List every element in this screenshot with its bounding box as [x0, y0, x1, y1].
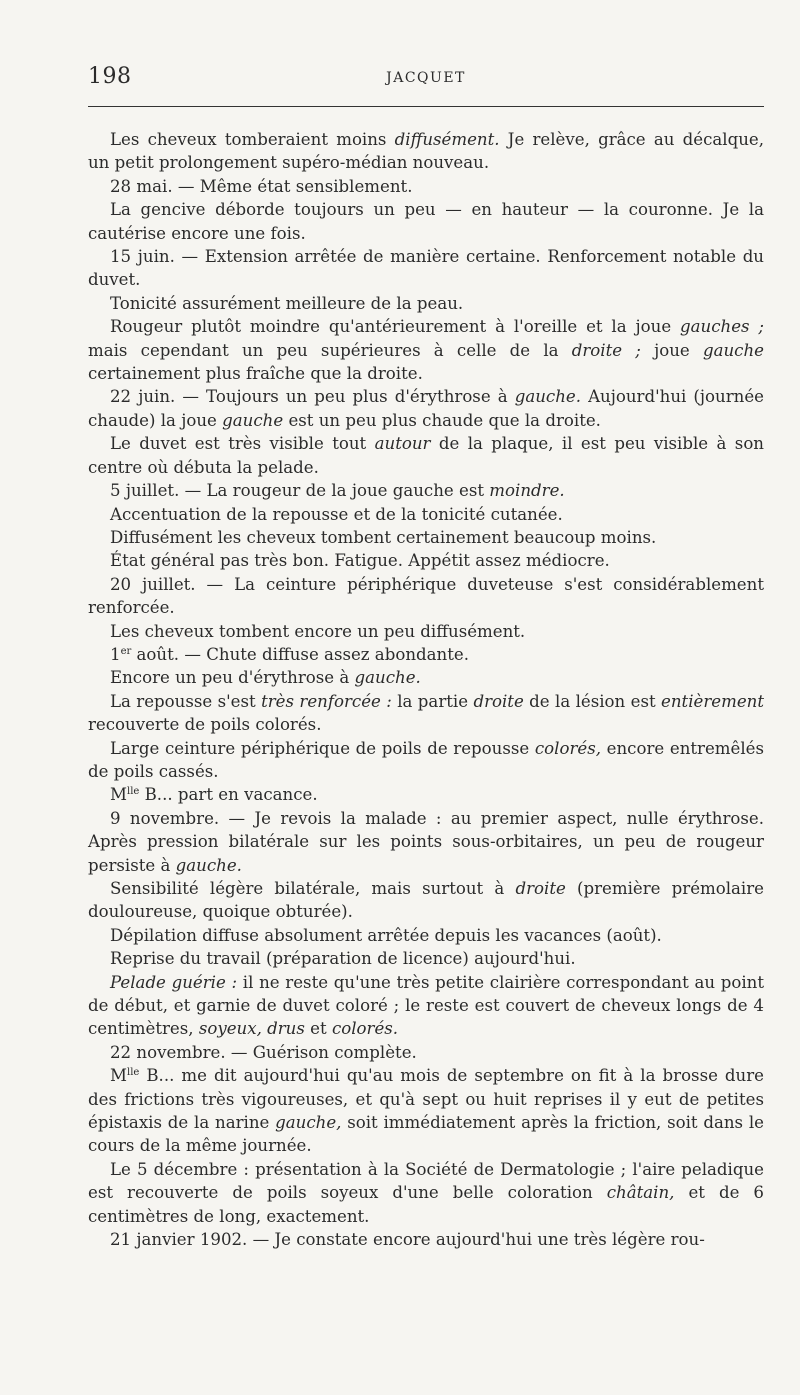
text-run: B... part en vacance.	[139, 785, 318, 805]
paragraph	[88, 198, 764, 245]
text-run: 22 juin. — Toujours un peu plus d'érythrose à	[110, 387, 515, 407]
paragraph	[88, 549, 764, 572]
text-run: Sensibilité légère bilatérale, mais surtout à	[110, 879, 516, 898]
paragraph	[88, 971, 764, 1041]
paragraph	[88, 947, 764, 970]
italic-text: gauche	[222, 410, 284, 430]
text-run: 21 janvier 1902. — Je constate encore aujourd'hui une très légère rou-	[110, 1230, 705, 1250]
paragraph	[88, 385, 764, 432]
paragraph	[88, 479, 764, 502]
paragraph	[88, 245, 764, 292]
text-run: Rougeur plutôt moindre qu'antérieurement à l'oreille et la joue	[110, 317, 681, 337]
text-run: et	[304, 1019, 332, 1039]
text-run: encore entremêlés de poils cassés.	[88, 738, 764, 781]
text-run: août. — Chute diffuse assez abondante.	[131, 644, 469, 664]
text-run: 20 juillet. — La ceinture périphérique duveteuse s'est considérablement renforcée.	[88, 574, 764, 618]
paragraph	[88, 432, 764, 479]
paragraph	[88, 526, 764, 549]
paragraph	[88, 128, 764, 175]
paragraph	[88, 1064, 764, 1158]
page-header	[88, 60, 764, 100]
text-run: Les cheveux tomberaient moins	[110, 130, 395, 149]
page-number: 198	[88, 64, 132, 89]
text-run: 15 juin. — Extension arrêtée de manière certaine. Renforcement notable du duvet.	[88, 247, 764, 290]
text-run: il ne reste qu'une très petite clairière correspondant au point de début, et garnie de duvet coloré ; le reste est couvert de cheveux longs de 4 centimètres,	[88, 972, 765, 1039]
text-run: et de 6 centimètres de long, exactement.	[88, 1183, 764, 1226]
italic-text: droite ;	[571, 340, 641, 360]
text-run: Accentuation de la repousse et de la tonicité cutanée.	[110, 504, 563, 524]
text-run: Je relève, grâce au décalque, un petit prolongement supéro-médian nouveau.	[88, 130, 764, 173]
italic-text: très renforcée :	[261, 691, 392, 711]
text-run: (première prémolaire douloureuse, quoique obturée).	[88, 879, 764, 922]
italic-text: autour	[374, 434, 431, 454]
paragraph	[88, 503, 764, 526]
superscript-text: lle	[127, 786, 140, 798]
text-run: Encore un peu d'érythrose à	[110, 668, 355, 688]
italic-text: moindre.	[489, 481, 565, 501]
text-run: Reprise du travail (préparation de licence) aujourd'hui.	[110, 949, 576, 969]
text-run: Les cheveux tombent encore un peu diffusément.	[110, 621, 526, 641]
italic-text: droite	[473, 691, 524, 711]
italic-text: droite	[515, 879, 566, 898]
italic-text: gauche.	[514, 387, 581, 407]
paragraph	[88, 666, 764, 689]
superscript-text: er	[120, 645, 132, 657]
text-run: est un peu plus chaude que la droite.	[283, 410, 601, 430]
paragraph	[88, 573, 764, 620]
text-run: B... me dit aujourd'hui qu'au mois de septembre on fit à la brosse dure des frictions très vigoureuses, et qu'à sept ou huit reprises il y eut de petites épistaxis de la narine	[88, 1066, 764, 1133]
paragraph	[88, 1041, 764, 1064]
paragraph	[88, 175, 764, 198]
italic-text: gauche	[702, 340, 764, 360]
text-run: État général pas très bon. Fatigue. Appétit assez médiocre.	[110, 551, 610, 571]
italic-text: entièrement	[661, 691, 764, 711]
italic-text: châtain,	[606, 1183, 675, 1203]
paragraph	[88, 877, 764, 924]
text-run: joue	[640, 340, 703, 360]
paragraph	[88, 292, 764, 315]
text-run: La gencive déborde toujours un peu — en hauteur — la couronne. Je la cautérise encore une fois.	[88, 200, 764, 243]
text-run: Tonicité assurément meilleure de la peau.	[110, 293, 464, 313]
running-head: JACQUET	[386, 70, 466, 86]
text-run: M	[110, 785, 127, 805]
paragraph	[88, 1158, 764, 1228]
paragraph	[88, 737, 764, 784]
text-run: M	[110, 1066, 127, 1086]
paragraph	[88, 620, 764, 643]
text-run: 28 mai. — Même état sensiblement.	[110, 176, 413, 196]
text-run: 5 juillet. — La rougeur de la joue gauche est	[110, 481, 490, 501]
italic-text: soyeux, drus	[198, 1019, 305, 1039]
text-run: recouverte de poils colorés.	[88, 715, 322, 735]
text-run: certainement plus fraîche que la droite.	[88, 364, 423, 384]
paragraph	[88, 1228, 764, 1251]
text-run: Diffusément les cheveux tombent certainement beaucoup moins.	[110, 527, 657, 547]
text-run: mais cependant un peu supérieures à celle de la	[88, 340, 572, 360]
italic-text: gauche.	[354, 668, 421, 688]
superscript-text: lle	[127, 1067, 140, 1079]
text-run: soit immédiatement après la friction, soit dans le cours de la même journée.	[88, 1113, 764, 1156]
italic-text: Pelade guérie :	[110, 972, 238, 992]
italic-text: diffusément.	[394, 130, 500, 149]
text-run: de la plaque, il est peu visible à son centre où débuta la pelade.	[88, 434, 764, 477]
italic-text: gauche,	[275, 1113, 342, 1133]
paragraph	[88, 783, 764, 806]
italic-text: gauche.	[175, 855, 242, 875]
italic-text: colorés,	[534, 738, 601, 758]
paragraph	[88, 807, 764, 877]
text-run: Large ceinture périphérique de poils de repousse	[110, 738, 535, 758]
paragraph	[88, 643, 764, 666]
text-run: de la lésion est	[523, 691, 662, 711]
paragraph	[88, 924, 764, 947]
text-run: La repousse s'est	[110, 691, 262, 711]
paragraph	[88, 315, 764, 385]
text-run: Le 5 décembre : présentation à la Société de Dermatologie ; l'aire peladique est recouverte de poils soyeux d'une belle coloration	[88, 1159, 764, 1203]
italic-text: colorés.	[331, 1019, 399, 1039]
text-run: Dépilation diffuse absolument arrêtée depuis les vacances (août).	[110, 925, 662, 945]
paragraph	[88, 690, 764, 737]
text-run: 1	[110, 644, 121, 664]
header-rule	[88, 106, 764, 107]
italic-text: gauches ;	[680, 317, 764, 337]
body-text	[88, 128, 764, 1252]
text-run: 9 novembre. — Je revois la malade : au premier aspect, nulle érythrose. Après pression bilatérale sur les points sous-orbitaires, un peu de rougeur persiste à	[88, 808, 764, 875]
text-run: Aujourd'hui (journée chaude) la joue	[88, 387, 764, 430]
text-run: Le duvet est très visible tout	[110, 434, 375, 454]
text-run: la partie	[391, 691, 474, 711]
text-run: 22 novembre. — Guérison complète.	[110, 1042, 417, 1062]
